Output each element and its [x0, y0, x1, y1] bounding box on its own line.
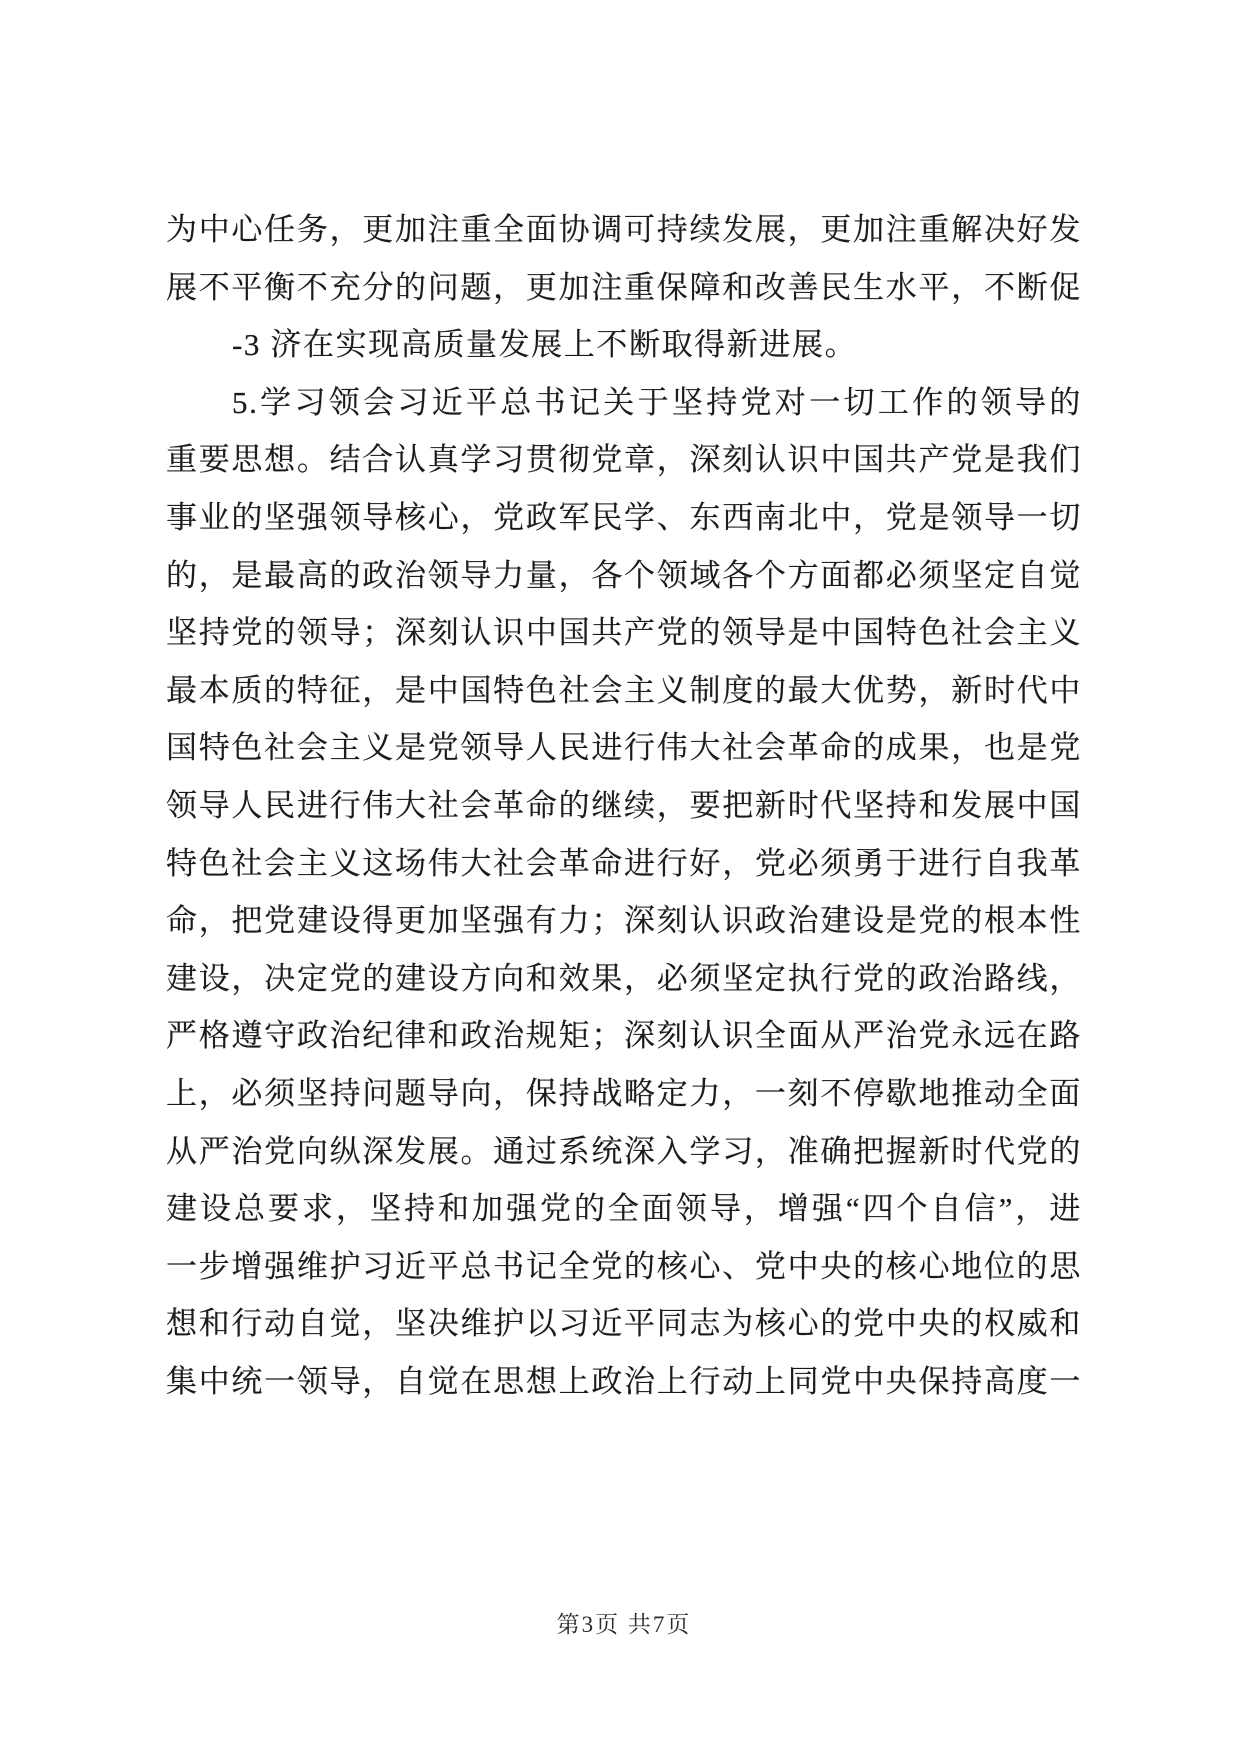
text-line: 的，是最高的政治领导力量，各个领域各个方面都必须坚定自觉 [166, 557, 1082, 593]
text-line: 从严治党向纵深发展。通过系统深入学习，准确把握新时代党的 [166, 1133, 1082, 1169]
text-line: 5.学习领会习近平总书记关于坚持党对一切工作的领导的 [232, 384, 1082, 420]
text-line: 领导人民进行伟大社会革命的继续，要把新时代坚持和发展中国 [166, 787, 1082, 823]
text-line: 建设总要求，坚持和加强党的全面领导，增强“四个自信”，进 [166, 1191, 1082, 1227]
text-line: 坚持党的领导；深刻认识中国共产党的领导是中国特色社会主义 [166, 615, 1082, 651]
text-line: -3 济在实现高质量发展上不断取得新进展。 [232, 327, 858, 363]
text-line: 想和行动自觉，坚决维护以习近平同志为核心的党中央的权威和 [166, 1306, 1082, 1342]
text-line: 特色社会主义这场伟大社会革命进行好，党必须勇于进行自我革 [166, 845, 1082, 881]
text-line: 命，把党建设得更加坚强有力；深刻认识政治建设是党的根本性 [166, 903, 1082, 939]
document-body [166, 201, 1082, 1410]
text-line: 展不平衡不充分的问题，更加注重保障和改善民生水平，不断促 [166, 269, 1082, 305]
text-line: 严格遵守政治纪律和政治规矩；深刻认识全面从严治党永远在路 [166, 1018, 1082, 1054]
text-line: 为中心任务，更加注重全面协调可持续发展，更加注重解决好发 [166, 212, 1082, 247]
text-line: 建设，决定党的建设方向和效果，必须坚定执行党的政治路线， [166, 960, 1082, 996]
text-line: 事业的坚强领导核心，党政军民学、东西南北中，党是领导一切 [166, 499, 1082, 535]
text-line: 一步增强维护习近平总书记全党的核心、党中央的核心地位的思 [166, 1248, 1082, 1284]
page-footer [166, 1608, 1082, 1642]
text-line: 重要思想。结合认真学习贯彻党章，深刻认识中国共产党是我们 [166, 442, 1082, 478]
text-line: 集中统一领导，自觉在思想上政治上行动上同党中央保持高度一 [166, 1363, 1082, 1399]
text-line: 最本质的特征，是中国特色社会主义制度的最大优势，新时代中 [166, 672, 1082, 708]
page-number-label: 第3页 共7页 [556, 1612, 692, 1637]
text-line: 国特色社会主义是党领导人民进行伟大社会革命的成果，也是党 [166, 730, 1082, 766]
text-line: 上，必须坚持问题导向，保持战略定力，一刻不停歇地推动全面 [166, 1075, 1082, 1111]
